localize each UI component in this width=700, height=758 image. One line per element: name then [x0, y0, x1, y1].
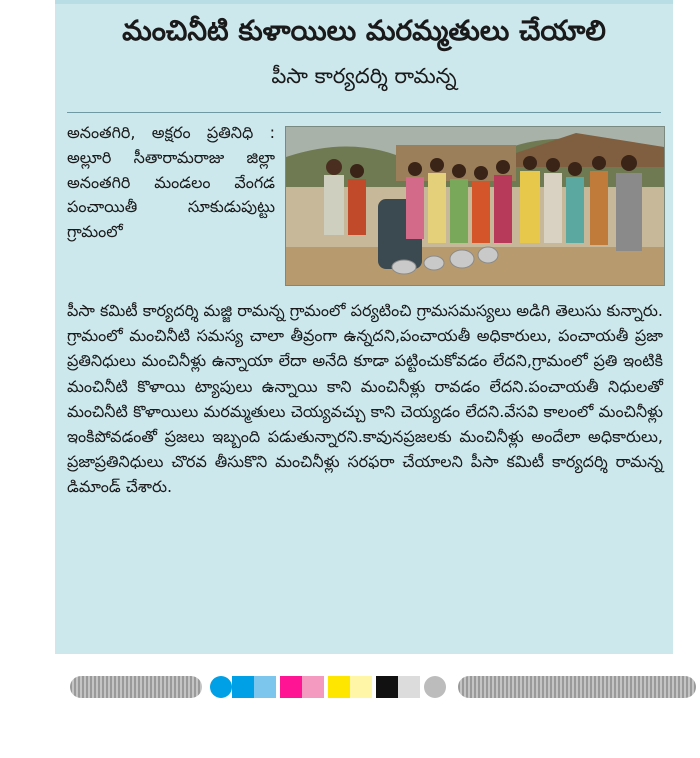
light-yellow-swatch	[350, 676, 372, 698]
divider	[67, 112, 661, 113]
top-strip	[55, 0, 673, 4]
headline: మంచినీటి కుళాయిలు మరమ్మతులు చేయాలి	[122, 14, 606, 47]
light-magenta-swatch	[302, 676, 324, 698]
grey-dot	[424, 676, 446, 698]
light-cyan-swatch	[254, 676, 276, 698]
news-clipping	[55, 0, 673, 654]
lead-paragraph: అనంతగిరి, అక్షరం ప్రతినిధి : అల్లూరి సీతారామరాజు జిల్లా అనంతగిరి మండలం వేంగడ పంచాయితీ సూకుడుపుట్టు గ్రామంలో	[67, 123, 275, 242]
magenta-swatch	[280, 676, 302, 698]
cyan-dot	[210, 676, 232, 698]
black-swatch	[376, 676, 398, 698]
subheadline: పీసా కార్యదర్శి రామన్న	[271, 64, 457, 88]
registration-bar-left	[70, 676, 202, 698]
registration-bar-right	[458, 676, 696, 698]
news-photo	[285, 126, 665, 286]
body-paragraph: పీసా కమిటీ కార్యదర్శి మజ్జి రామన్న గ్రామంలో పర్యటించి గ్రామసమస్యలు అడిగి తెలుసు కున్నారు. గ్రామంలో మంచినీటి సమస్య చాలా తీవ్రంగా ఉన్నదని,పంచాయతీ అధికారులు, పంచాయతీ ప్రజా ప్రతినిధులు మంచినీళ్లు ఉన్నాయా లేదా అనేది కూడా పట్టించుకోవడం లేదని,గ్రామంలో ప్రతి ఇంటికి మంచినీటి కొళాయి ట్యాపులు ఉన్నాయి కాని మంచినీళ్లు రావడం లేదని.పంచాయతీ నిధులతో మంచినీటి కొళాయిలు మరమ్మతులు చెయ్యవచ్చు కాని చెయ్యడం లేదని.వేసవి కాలంలో మంచినీళ్లు ఇంకిపోవడంతో ప్రజలు ఇబ్బంది పడుతున్నారని.కావునప్రజలకు మంచినీళ్లు అందేలా అధికారులు, ప్రజాప్రతినిధులు చొరవ తీసుకొని మంచినీళ్లు సరఫరా చేయాలని పీసా కమిటీ కార్యదర్శి రామన్న డిమాండ్ చేశారు.	[67, 301, 663, 497]
yellow-swatch	[328, 676, 350, 698]
cyan-swatch	[232, 676, 254, 698]
light-grey-swatch	[398, 676, 420, 698]
